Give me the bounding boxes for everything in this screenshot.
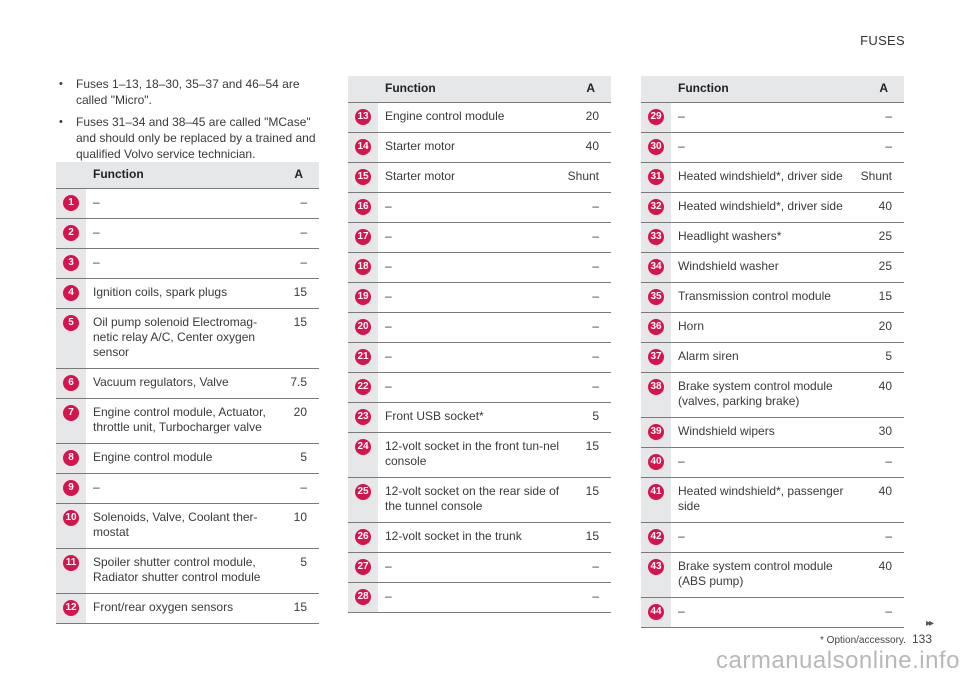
fuse-number-cell <box>348 477 378 522</box>
table-row <box>641 192 904 222</box>
fuse-number-cell <box>348 252 378 282</box>
fuse-number-badge: 20 <box>355 319 371 335</box>
fuse-number-cell <box>348 552 378 582</box>
fuse-function-cell: – <box>671 447 858 477</box>
table-row <box>641 342 904 372</box>
fuse-function-cell: – <box>86 188 273 218</box>
fuse-function-cell: – <box>86 248 273 278</box>
table-row <box>56 308 319 368</box>
fuse-amperage-cell: 40 <box>565 132 611 162</box>
fuse-number-badge: 1 <box>63 195 79 211</box>
fuse-amperage-cell: – <box>858 132 904 162</box>
fuse-number-badge: 31 <box>648 169 664 185</box>
fuse-number-badge: 6 <box>63 375 79 391</box>
fuse-number-badge: 18 <box>355 259 371 275</box>
fuse-function-cell: Starter motor <box>378 132 565 162</box>
fuse-number-cell <box>348 102 378 132</box>
fuse-amperage-cell: 15 <box>565 477 611 522</box>
fuse-number-cell <box>641 132 671 162</box>
table-row <box>348 192 611 222</box>
fuse-number-cell <box>641 372 671 417</box>
fuse-amperage-cell: 20 <box>273 398 319 443</box>
fuse-number-cell <box>56 473 86 503</box>
fuse-notes <box>56 76 324 168</box>
footnote: * Option/accessory. <box>820 635 906 646</box>
fuse-function-cell: Engine control module <box>86 443 273 473</box>
amperage-column-header: A <box>565 76 611 102</box>
fuse-number-badge: 24 <box>355 439 371 455</box>
fuse-amperage-cell: 5 <box>273 443 319 473</box>
fuse-number-cell <box>348 162 378 192</box>
fuse-number-badge: 23 <box>355 409 371 425</box>
fuse-function-cell: Brake system control module (ABS pump) <box>671 552 858 597</box>
fuse-amperage-cell: – <box>858 102 904 132</box>
fuse-function-cell: Oil pump solenoid Electromag-netic relay A/C, Center oxygen sensor <box>86 308 273 368</box>
table-row <box>641 372 904 417</box>
fuse-amperage-cell: – <box>273 473 319 503</box>
fuse-amperage-cell: – <box>858 597 904 627</box>
table-row <box>56 443 319 473</box>
fuse-amperage-cell: 40 <box>858 372 904 417</box>
table-row <box>56 278 319 308</box>
fuse-number-cell <box>641 162 671 192</box>
fuse-number-badge: 32 <box>648 199 664 215</box>
fuse-number-badge: 41 <box>648 484 664 500</box>
table-header-row <box>348 76 611 102</box>
fuse-number-badge: 16 <box>355 199 371 215</box>
fuse-number-cell <box>641 417 671 447</box>
table-row <box>348 132 611 162</box>
fuse-number-cell <box>641 522 671 552</box>
fuse-number-badge: 26 <box>355 529 371 545</box>
fuse-amperage-cell: – <box>273 248 319 278</box>
fuse-number-badge: 2 <box>63 225 79 241</box>
fuse-amperage-cell: 15 <box>273 278 319 308</box>
fuse-number-cell <box>641 312 671 342</box>
number-column-header <box>56 162 86 188</box>
fuse-number-cell <box>56 368 86 398</box>
fuse-number-badge: 22 <box>355 379 371 395</box>
fuse-amperage-cell: 15 <box>565 432 611 477</box>
table-row <box>348 312 611 342</box>
table-row <box>56 593 319 623</box>
fuse-amperage-cell: 15 <box>858 282 904 312</box>
fuse-number-cell <box>56 548 86 593</box>
function-column-header: Function <box>86 162 273 188</box>
fuse-table-right <box>641 76 904 628</box>
fuse-function-cell: 12-volt socket on the rear side of the tunnel console <box>378 477 565 522</box>
table-row <box>348 162 611 192</box>
fuse-number-badge: 7 <box>63 405 79 421</box>
fuse-amperage-cell: 5 <box>565 402 611 432</box>
table-row <box>641 102 904 132</box>
fuse-number-cell <box>56 248 86 278</box>
fuse-number-badge: 34 <box>648 259 664 275</box>
fuse-function-cell: – <box>86 473 273 503</box>
fuse-function-cell: – <box>378 552 565 582</box>
fuse-amperage-cell: 15 <box>273 308 319 368</box>
table-row <box>348 282 611 312</box>
note-mcase-fuses: • Fuses 31–34 and 38–45 are called "MCase" and should only be replaced by a trained and qualified Volvo service technician. <box>56 114 324 162</box>
note-micro-fuses: • Fuses 1–13, 18–30, 35–37 and 46–54 are called "Micro". <box>56 76 324 108</box>
fuse-amperage-cell: 15 <box>273 593 319 623</box>
fuse-amperage-cell: 7.5 <box>273 368 319 398</box>
table-row <box>641 522 904 552</box>
amperage-column-header: A <box>858 76 904 102</box>
fuse-number-cell <box>641 597 671 627</box>
fuse-table-left <box>56 162 319 624</box>
fuse-function-cell: Transmission control module <box>671 282 858 312</box>
fuse-number-badge: 4 <box>63 285 79 301</box>
fuse-function-cell: – <box>378 252 565 282</box>
table-row <box>641 132 904 162</box>
table-header-row <box>56 162 319 188</box>
fuse-amperage-cell: – <box>565 192 611 222</box>
next-page-arrows-icon: ▸▸ <box>925 618 932 629</box>
fuse-number-cell <box>641 192 671 222</box>
table-row <box>348 432 611 477</box>
fuse-number-badge: 27 <box>355 559 371 575</box>
fuse-number-cell <box>641 222 671 252</box>
fuse-number-badge: 43 <box>648 559 664 575</box>
fuse-function-cell: Heated windshield*, passenger side <box>671 477 858 522</box>
table-row <box>348 372 611 402</box>
table-row <box>348 252 611 282</box>
fuse-number-badge: 39 <box>648 424 664 440</box>
fuse-number-cell <box>348 582 378 612</box>
fuse-amperage-cell: Shunt <box>858 162 904 192</box>
fuse-number-badge: 12 <box>63 600 79 616</box>
table-row <box>56 548 319 593</box>
fuse-amperage-cell: 5 <box>273 548 319 593</box>
fuse-number-badge: 35 <box>648 289 664 305</box>
function-column-header: Function <box>378 76 565 102</box>
fuse-amperage-cell: – <box>565 552 611 582</box>
fuse-function-cell: Front/rear oxygen sensors <box>86 593 273 623</box>
fuse-amperage-cell: 40 <box>858 192 904 222</box>
function-column-header: Function <box>671 76 858 102</box>
table-row <box>641 597 904 627</box>
fuse-number-badge: 33 <box>648 229 664 245</box>
table-row <box>348 102 611 132</box>
fuse-function-cell: – <box>671 132 858 162</box>
table-row <box>56 398 319 443</box>
fuse-number-badge: 29 <box>648 109 664 125</box>
fuse-number-cell <box>348 432 378 477</box>
fuse-function-cell: – <box>378 372 565 402</box>
table-row <box>56 218 319 248</box>
fuse-number-badge: 14 <box>355 139 371 155</box>
fuse-amperage-cell: 40 <box>858 552 904 597</box>
watermark: carmanualsonline.info <box>716 647 960 674</box>
fuse-amperage-cell: – <box>273 188 319 218</box>
fuse-function-cell: Horn <box>671 312 858 342</box>
table-row <box>56 503 319 548</box>
fuse-function-cell: – <box>378 282 565 312</box>
fuse-function-cell: Front USB socket* <box>378 402 565 432</box>
fuse-function-cell: – <box>671 522 858 552</box>
fuse-number-cell <box>348 402 378 432</box>
fuse-function-cell: Headlight washers* <box>671 222 858 252</box>
fuse-amperage-cell: Shunt <box>565 162 611 192</box>
fuse-amperage-cell: – <box>565 582 611 612</box>
fuse-function-cell: – <box>378 342 565 372</box>
fuse-function-cell: Ignition coils, spark plugs <box>86 278 273 308</box>
table-row <box>348 477 611 522</box>
table-row <box>641 282 904 312</box>
fuse-amperage-cell: – <box>565 372 611 402</box>
fuse-function-cell: Windshield wipers <box>671 417 858 447</box>
fuse-function-cell: – <box>378 222 565 252</box>
fuse-function-cell: Engine control module <box>378 102 565 132</box>
table-row <box>348 402 611 432</box>
fuse-number-cell <box>641 342 671 372</box>
fuse-amperage-cell: 10 <box>273 503 319 548</box>
page-title: FUSES <box>860 33 905 48</box>
fuse-function-cell: Alarm siren <box>671 342 858 372</box>
page-footer <box>820 632 932 646</box>
fuse-number-badge: 19 <box>355 289 371 305</box>
fuse-number-badge: 11 <box>63 555 79 571</box>
table-row <box>641 447 904 477</box>
table-row <box>641 312 904 342</box>
fuse-function-cell: 12-volt socket in the trunk <box>378 522 565 552</box>
table-row <box>641 417 904 447</box>
fuse-amperage-cell: – <box>858 447 904 477</box>
fuse-function-cell: – <box>378 312 565 342</box>
table-row <box>56 473 319 503</box>
fuse-amperage-cell: 15 <box>565 522 611 552</box>
fuse-function-cell: – <box>671 597 858 627</box>
fuse-number-badge: 36 <box>648 319 664 335</box>
fuse-number-cell <box>641 102 671 132</box>
table-row <box>348 342 611 372</box>
fuse-amperage-cell: 25 <box>858 222 904 252</box>
fuse-amperage-cell: 20 <box>858 312 904 342</box>
fuse-number-cell <box>348 132 378 162</box>
fuse-number-badge: 25 <box>355 484 371 500</box>
fuse-function-cell: Spoiler shutter control module, Radiator shutter control module <box>86 548 273 593</box>
fuse-number-badge: 8 <box>63 450 79 466</box>
fuse-amperage-cell: – <box>565 252 611 282</box>
fuse-number-cell <box>56 308 86 368</box>
fuse-number-badge: 10 <box>63 510 79 526</box>
table-row <box>641 477 904 522</box>
fuse-number-badge: 30 <box>648 139 664 155</box>
fuse-function-cell: Heated windshield*, driver side <box>671 192 858 222</box>
fuse-function-cell: Solenoids, Valve, Coolant ther-mostat <box>86 503 273 548</box>
fuse-function-cell: Vacuum regulators, Valve <box>86 368 273 398</box>
fuse-function-cell: – <box>378 582 565 612</box>
fuse-amperage-cell: 40 <box>858 477 904 522</box>
fuse-amperage-cell: 25 <box>858 252 904 282</box>
fuse-number-cell <box>641 477 671 522</box>
fuse-amperage-cell: – <box>565 222 611 252</box>
table-row <box>641 162 904 192</box>
table-row <box>56 248 319 278</box>
fuse-number-cell <box>348 222 378 252</box>
fuse-number-badge: 9 <box>63 480 79 496</box>
fuse-number-cell <box>348 312 378 342</box>
number-column-header <box>641 76 671 102</box>
fuse-number-badge: 40 <box>648 454 664 470</box>
amperage-column-header: A <box>273 162 319 188</box>
fuse-function-cell: Engine control module, Actuator, throttle unit, Turbocharger valve <box>86 398 273 443</box>
fuse-number-cell <box>348 342 378 372</box>
fuse-number-cell <box>56 278 86 308</box>
fuse-number-cell <box>348 282 378 312</box>
fuse-amperage-cell: 20 <box>565 102 611 132</box>
fuse-table-middle <box>348 76 611 613</box>
fuse-number-badge: 13 <box>355 109 371 125</box>
fuse-number-badge: 15 <box>355 169 371 185</box>
fuse-amperage-cell: 5 <box>858 342 904 372</box>
fuse-function-cell: 12-volt socket in the front tun-nel console <box>378 432 565 477</box>
fuse-number-badge: 5 <box>63 315 79 331</box>
fuse-function-cell: – <box>378 192 565 222</box>
fuse-number-badge: 44 <box>648 604 664 620</box>
fuse-number-badge: 21 <box>355 349 371 365</box>
fuse-function-cell: Windshield washer <box>671 252 858 282</box>
fuse-number-cell <box>348 522 378 552</box>
fuse-function-cell: – <box>86 218 273 248</box>
fuse-function-cell: Starter motor <box>378 162 565 192</box>
fuse-number-badge: 42 <box>648 529 664 545</box>
table-row <box>56 188 319 218</box>
fuse-amperage-cell: – <box>565 312 611 342</box>
fuse-number-badge: 3 <box>63 255 79 271</box>
fuse-number-cell <box>641 447 671 477</box>
fuse-number-cell <box>56 188 86 218</box>
number-column-header <box>348 76 378 102</box>
fuse-number-cell <box>641 282 671 312</box>
fuse-amperage-cell: – <box>273 218 319 248</box>
fuse-number-cell <box>348 372 378 402</box>
table-row <box>641 552 904 597</box>
table-row <box>348 552 611 582</box>
table-row <box>641 252 904 282</box>
table-header-row <box>641 76 904 102</box>
fuse-number-cell <box>641 252 671 282</box>
fuse-amperage-cell: – <box>858 522 904 552</box>
fuse-number-badge: 38 <box>648 379 664 395</box>
fuse-function-cell: – <box>671 102 858 132</box>
table-row <box>641 222 904 252</box>
fuse-number-cell <box>56 443 86 473</box>
fuse-function-cell: Brake system control module (valves, parking brake) <box>671 372 858 417</box>
table-row <box>348 222 611 252</box>
fuse-number-cell <box>56 398 86 443</box>
fuse-amperage-cell: – <box>565 282 611 312</box>
table-row <box>56 368 319 398</box>
fuse-number-cell <box>56 218 86 248</box>
fuse-function-cell: Heated windshield*, driver side <box>671 162 858 192</box>
fuse-number-cell <box>56 593 86 623</box>
table-row <box>348 582 611 612</box>
fuse-number-badge: 37 <box>648 349 664 365</box>
fuse-amperage-cell: – <box>565 342 611 372</box>
fuse-number-cell <box>56 503 86 548</box>
fuse-amperage-cell: 30 <box>858 417 904 447</box>
fuse-number-cell <box>641 552 671 597</box>
page-number: 133 <box>911 632 932 646</box>
table-row <box>348 522 611 552</box>
fuse-number-badge: 28 <box>355 589 371 605</box>
fuse-number-badge: 17 <box>355 229 371 245</box>
fuse-number-cell <box>348 192 378 222</box>
